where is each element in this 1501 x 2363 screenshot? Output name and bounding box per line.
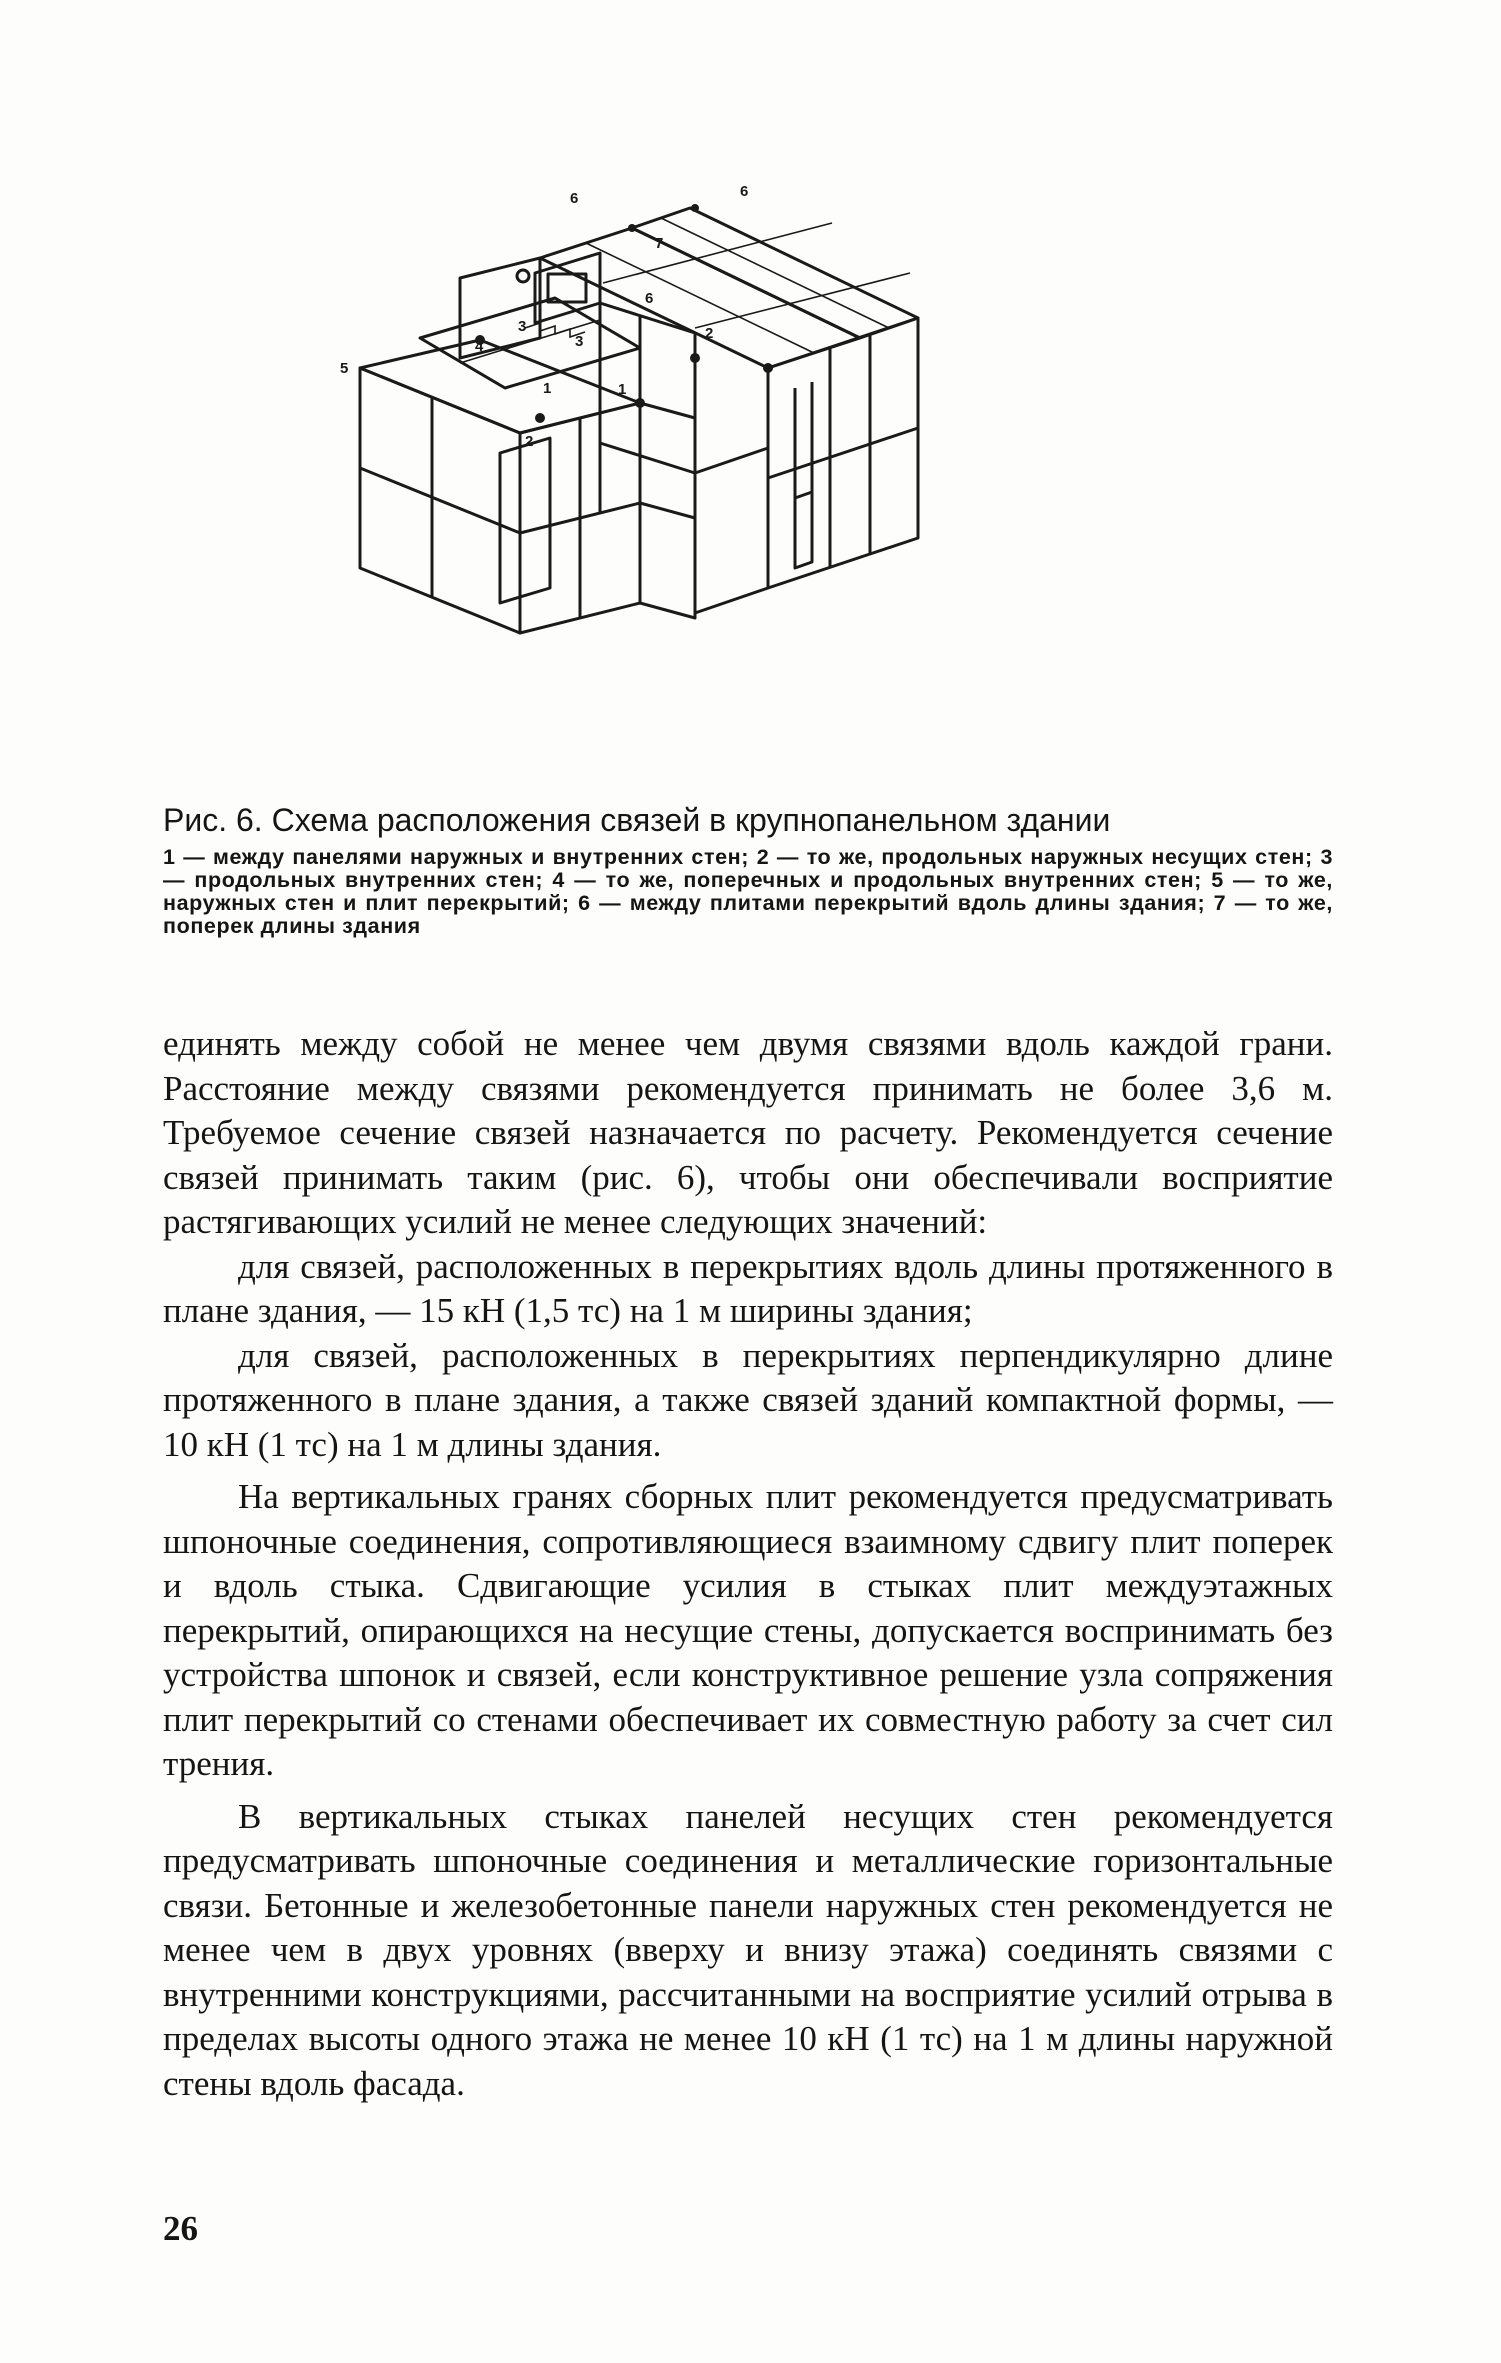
caption-legend: 1 — между панелями наружных и внутренних стен; 2 — то же, продольных наружных несущих стен; 3 — продольных внутренних стен; 4 — то же, поперечных и продольных внутренних стен; 5 — то же, наружных стен и плит перекрытий; 6 — между плитами перекрытий вдоль длины здания; 7 — то же, поперек длины здания xyxy=(163,845,1333,938)
body-text xyxy=(163,1022,1333,2106)
right-wing-frame xyxy=(768,318,918,588)
paragraph: для связей, расположенных в перекрытиях вдоль длины протяженного в плане здания, — 15 кН (1,5 тс) на 1 м ширины здания; xyxy=(163,1246,1333,1330)
callout-2: 2 xyxy=(525,433,534,450)
callout-6: 6 xyxy=(645,290,654,307)
callout-3: 3 xyxy=(575,333,584,350)
front-left-block xyxy=(360,298,695,633)
callout-4: 4 xyxy=(475,338,484,355)
callout-1: 1 xyxy=(543,380,552,397)
paragraph: В вертикальных стыках панелей несущих стен рекомендуется предусматривать шпоночные соединения и металлические горизонтальные связи. Бетонные и железобетонные панели наружных стен рекомендуется не менее чем в двух уровнях (вверху и внизу этажа) соединять связями с внутренними конструкциями, рассчитанными на восприятие усилий отрыва в пределах высоты одного этажа не менее 10 кН (1 тс) на 1 м длины наружной стены вдоль фасада. xyxy=(163,1796,1333,2103)
callout-6: 6 xyxy=(570,190,579,207)
building-drawing xyxy=(330,168,1170,768)
paragraph: На вертикальных гранях сборных плит рекомендуется предусматривать шпоночные соединения, сопротивляющиеся взаимному сдвигу плит поперек и вдоль стыка. Сдвигающие усилия в стыках плит междуэтажных перекрытий, опирающихся на несущие стены, допускается воспринимать без устройства шпонок и связей, если конструктивное решение узла сопряжения плит перекрытий со стенами обеспечивает их совместную работу за счет сил трения. xyxy=(163,1477,1333,1783)
callout-6: 6 xyxy=(740,183,749,200)
paragraph: для связей, расположенных в перекрытиях перпендикулярно длине протяженного в плане здания, а также связей зданий компактной формы, — 10 кН (1 тс) на 1 м длины здания. xyxy=(163,1335,1333,1464)
building-diagram xyxy=(330,168,1170,768)
page-number: 26 xyxy=(163,2209,198,2248)
callout-7: 7 xyxy=(655,235,664,252)
paragraph: единять между собой не менее чем двумя связями вдоль каждой грани. Расстояние между связями рекомендуется принимать не более 3,6 м. Требуемое сечение связей назначается по расчету. Рекомендуется сечение связей принимать таким (рис. 6), чтобы они обеспечивали восприятие растягивающих усилий не менее следующих значений: xyxy=(163,1024,1333,1241)
figure-caption xyxy=(163,800,1333,938)
callout-1: 1 xyxy=(618,381,627,398)
callout-2: 2 xyxy=(705,325,714,342)
rear-roof-slabs xyxy=(540,208,918,368)
callout-labels xyxy=(340,183,748,450)
callout-3: 3 xyxy=(518,318,527,335)
caption-title: Рис. 6. Схема расположения связей в крупнопанельном здании xyxy=(163,802,1111,838)
callout-5: 5 xyxy=(340,360,349,377)
